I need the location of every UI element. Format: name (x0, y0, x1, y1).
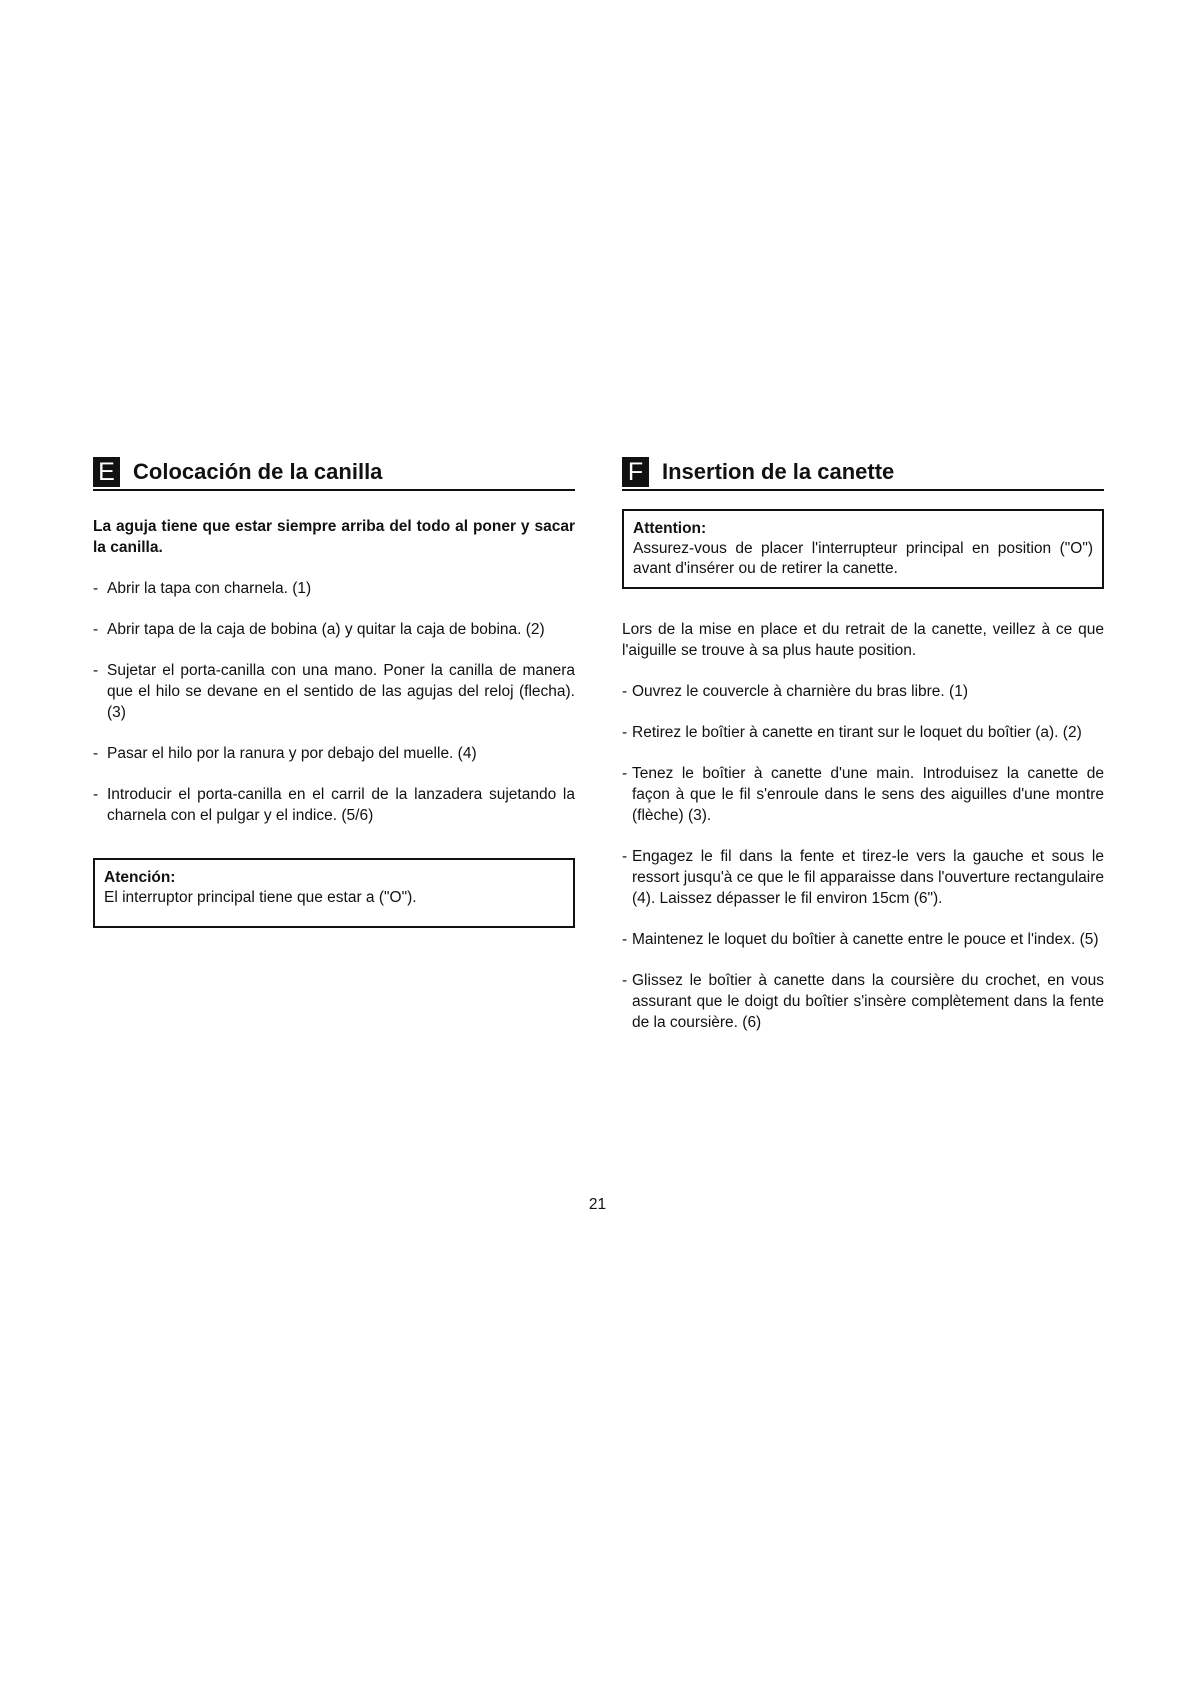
list-item: - Retirez le boîtier à canette en tirant sur le loquet du boîtier (a). (2) (622, 724, 1082, 741)
list-dash: - (622, 848, 628, 865)
list-item: - Engagez le fil dans la fente et tirez-le vers la gauche et sous le ressort jusqu'à ce que le fil apparaisse dans l'ouverture rectangulaire (4). Laissez dépasser le fil environ 15cm (6"). (622, 848, 1104, 907)
french-warning-box (622, 509, 1104, 589)
warning-title: Atención: (104, 869, 176, 886)
list-dash: - (622, 972, 628, 989)
list-dash: - (93, 580, 99, 597)
list-item: - Introducir el porta-canilla en el carril de la lanzadera sujetando la charnela con el pulgar y el indice. (5/6) (93, 786, 575, 824)
list-dash: - (622, 683, 628, 700)
list-item: - Tenez le boîtier à canette d'une main. Introduisez la canette de façon à que le fil s'enroule dans le sens des aiguilles d'une montre (flèche) (3). (622, 765, 1104, 824)
language-badge-f: F (622, 457, 649, 487)
warning-title: Attention: (633, 520, 707, 537)
list-dash: - (622, 931, 628, 948)
french-section-title: Insertion de la canette (662, 459, 895, 484)
french-intro: Lors de la mise en place et du retrait de la canette, veillez à ce que l'aiguille se trouve à sa plus haute position. (622, 621, 1104, 659)
list-dash: - (622, 724, 628, 741)
warning-body: El interruptor principal tiene que estar a ("O"). (104, 889, 417, 906)
spanish-section-title: Colocación de la canilla (133, 459, 383, 484)
list-dash: - (93, 662, 99, 679)
warning-body: Assurez-vous de placer l'interrupteur principal en position ("O") avant d'insérer ou de retirer la canette. (633, 540, 1093, 577)
language-badge-e: E (93, 457, 120, 487)
list-dash: - (93, 621, 99, 638)
french-heading (622, 455, 1104, 491)
page-number: 21 (588, 1196, 607, 1213)
list-dash: - (622, 765, 628, 782)
list-dash: - (93, 786, 99, 803)
spanish-section (93, 455, 575, 928)
list-item: - Sujetar el porta-canilla con una mano. Poner la canilla de manera que el hilo se devane en el sentido de las agujas del reloj (flecha). (3) (93, 662, 575, 721)
list-item: - Maintenez le loquet du boîtier à canette entre le pouce et l'index. (5) (622, 931, 1099, 948)
list-item: - Ouvrez le couvercle à charnière du bras libre. (1) (622, 683, 968, 700)
spanish-intro: La aguja tiene que estar siempre arriba del todo al poner y sacar la canilla. (93, 518, 575, 556)
list-item: - Abrir tapa de la caja de bobina (a) y quitar la caja de bobina. (2) (93, 621, 545, 638)
list-item: - Pasar el hilo por la ranura y por debajo del muelle. (4) (93, 745, 477, 762)
spanish-heading (93, 455, 575, 491)
french-section (622, 455, 1104, 1033)
list-item: - Abrir la tapa con charnela. (1) (93, 580, 312, 597)
spanish-warning-box (93, 858, 575, 928)
list-dash: - (93, 745, 99, 762)
list-item: - Glissez le boîtier à canette dans la coursière du crochet, en vous assurant que le doigt du boîtier s'insère complètement dans la fente de la coursière. (6) (622, 972, 1104, 1031)
